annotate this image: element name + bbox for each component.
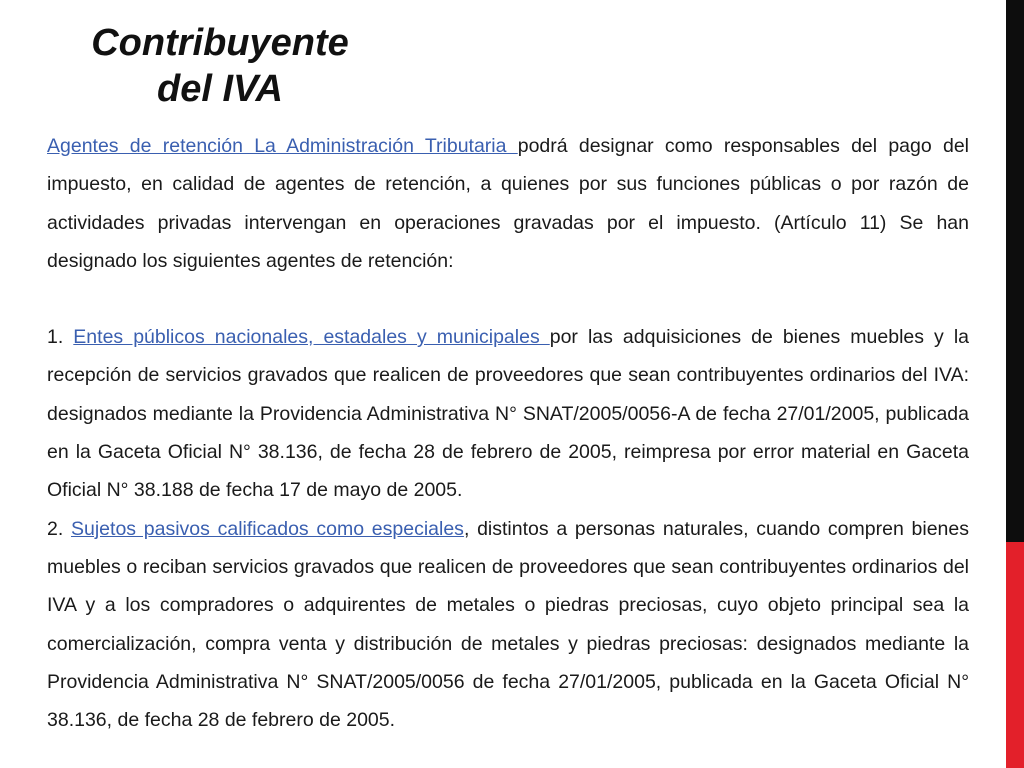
title-line-2: del IVA (157, 68, 283, 110)
intro-paragraph (47, 127, 969, 280)
accent-bar-bottom (1006, 542, 1024, 768)
intro-text: podrá designar como responsables del pago del impuesto, en calidad de agentes de retención, a quienes por sus funciones públicas o por razón de actividades privadas intervengan en operaciones gravadas por el impuesto. (Artículo 11) Se han designado los siguientes agentes de retención: (47, 135, 969, 272)
accent-bar-top (1006, 0, 1024, 542)
list-item-2-link[interactable]: Sujetos pasivos calificados como especiales (71, 517, 464, 540)
slide-title (70, 20, 370, 112)
slide-body (47, 127, 969, 739)
list-item-1-link[interactable]: Entes públicos nacionales, estadales y municipales (73, 326, 550, 349)
title-line-1: Contribuyente (91, 22, 349, 64)
intro-link[interactable]: Agentes de retención La Administración Tributaria (47, 135, 518, 157)
list-item-1-number: 1. (47, 326, 74, 349)
list-item-1 (47, 318, 969, 509)
list-item-1-text: por las adquisiciones de bienes muebles y la recepción de servicios gravados que realicen de proveedores que sean contribuyentes ordinarios del IVA: designados mediante la Providencia Administrativa N° SNAT/2005/0056-A de fecha 27/01/2005, publicada en la Gaceta Oficial N° 38.136, de fecha 28 de febrero de 2005, reimpresa por error material en Gaceta Oficial N° 38.188 de fecha 17 de mayo de 2005. (47, 326, 969, 502)
list-item-2-number: 2. (47, 517, 71, 540)
list-item-2-text: , distintos a personas naturales, cuando compren bienes muebles o reciban servicios gravados que realicen de proveedores que sean contribuyentes ordinarios del IVA y a los compradores o adquirentes de metales o piedras preciosas, cuyo objeto principal sea la comercialización, compra venta y distribución de metales y piedras preciosas: designados mediante la Providencia Administrativa N° SNAT/2005/0056 de fecha 27/01/2005, publicada en la Gaceta Oficial N° 38.136, de fecha 28 de febrero de 2005. (47, 517, 969, 732)
list-item-2 (47, 510, 969, 740)
